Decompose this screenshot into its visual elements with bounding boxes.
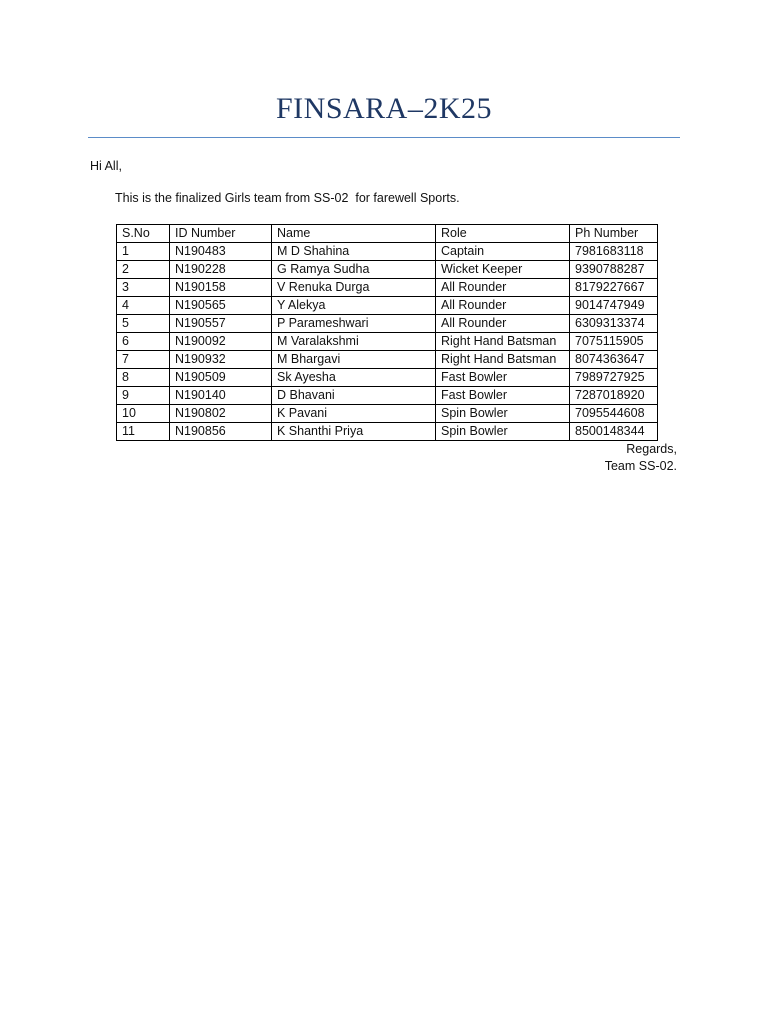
cell-name: P Parameshwari	[272, 315, 436, 333]
header-name: Name	[272, 225, 436, 243]
cell-role: Right Hand Batsman	[436, 351, 570, 369]
cell-sno: 10	[117, 405, 170, 423]
signature-block	[605, 441, 677, 475]
table-row	[117, 243, 658, 261]
cell-sno: 11	[117, 423, 170, 441]
cell-sno: 5	[117, 315, 170, 333]
header-id-number: ID Number	[170, 225, 272, 243]
cell-id-number: N190509	[170, 369, 272, 387]
cell-sno: 1	[117, 243, 170, 261]
cell-name: G Ramya Sudha	[272, 261, 436, 279]
cell-name: Sk Ayesha	[272, 369, 436, 387]
cell-name: M Varalakshmi	[272, 333, 436, 351]
header-role: Role	[436, 225, 570, 243]
cell-role: Captain	[436, 243, 570, 261]
table-row	[117, 315, 658, 333]
cell-sno: 8	[117, 369, 170, 387]
cell-name: M Bhargavi	[272, 351, 436, 369]
cell-ph-number: 7989727925	[570, 369, 658, 387]
header-ph-number: Ph Number	[570, 225, 658, 243]
cell-ph-number: 6309313374	[570, 315, 658, 333]
cell-name: K Pavani	[272, 405, 436, 423]
cell-ph-number: 7287018920	[570, 387, 658, 405]
cell-ph-number: 8500148344	[570, 423, 658, 441]
cell-ph-number: 9014747949	[570, 297, 658, 315]
cell-role: All Rounder	[436, 315, 570, 333]
team-table	[116, 224, 658, 441]
greeting-text: Hi All,	[90, 159, 122, 173]
cell-role: Fast Bowler	[436, 387, 570, 405]
cell-id-number: N190092	[170, 333, 272, 351]
cell-name: Y Alekya	[272, 297, 436, 315]
cell-name: K Shanthi Priya	[272, 423, 436, 441]
cell-id-number: N190565	[170, 297, 272, 315]
table-row	[117, 351, 658, 369]
cell-sno: 7	[117, 351, 170, 369]
cell-role: Spin Bowler	[436, 405, 570, 423]
cell-role: All Rounder	[436, 297, 570, 315]
table-row	[117, 423, 658, 441]
cell-role: Right Hand Batsman	[436, 333, 570, 351]
cell-id-number: N190802	[170, 405, 272, 423]
table-header-row	[117, 225, 658, 243]
cell-ph-number: 7981683118	[570, 243, 658, 261]
cell-role: Fast Bowler	[436, 369, 570, 387]
cell-id-number: N190483	[170, 243, 272, 261]
intro-text: This is the finalized Girls team from SS-02 for farewell Sports.	[115, 191, 460, 205]
cell-sno: 6	[117, 333, 170, 351]
cell-role: All Rounder	[436, 279, 570, 297]
cell-name: D Bhavani	[272, 387, 436, 405]
cell-id-number: N190228	[170, 261, 272, 279]
team-signature: Team SS-02.	[604, 459, 677, 473]
cell-id-number: N190158	[170, 279, 272, 297]
table-body	[117, 243, 658, 441]
cell-id-number: N190557	[170, 315, 272, 333]
cell-sno: 3	[117, 279, 170, 297]
table-row	[117, 369, 658, 387]
cell-sno: 2	[117, 261, 170, 279]
table-row	[117, 333, 658, 351]
cell-role: Spin Bowler	[436, 423, 570, 441]
title-divider	[88, 137, 680, 138]
table-row	[117, 405, 658, 423]
cell-ph-number: 8074363647	[570, 351, 658, 369]
cell-ph-number: 7095544608	[570, 405, 658, 423]
cell-role: Wicket Keeper	[436, 261, 570, 279]
cell-name: V Renuka Durga	[272, 279, 436, 297]
cell-ph-number: 8179227667	[570, 279, 658, 297]
cell-name: M D Shahina	[272, 243, 436, 261]
table-row	[117, 279, 658, 297]
cell-sno: 9	[117, 387, 170, 405]
cell-ph-number: 9390788287	[570, 261, 658, 279]
cell-id-number: N190140	[170, 387, 272, 405]
table-row	[117, 297, 658, 315]
header-sno: S.No	[117, 225, 170, 243]
cell-id-number: N190856	[170, 423, 272, 441]
cell-ph-number: 7075115905	[570, 333, 658, 351]
table-row	[117, 261, 658, 279]
table-row	[117, 387, 658, 405]
regards-text: Regards,	[626, 442, 677, 456]
cell-id-number: N190932	[170, 351, 272, 369]
document-title: FINSARA–2K25	[275, 92, 493, 125]
cell-sno: 4	[117, 297, 170, 315]
